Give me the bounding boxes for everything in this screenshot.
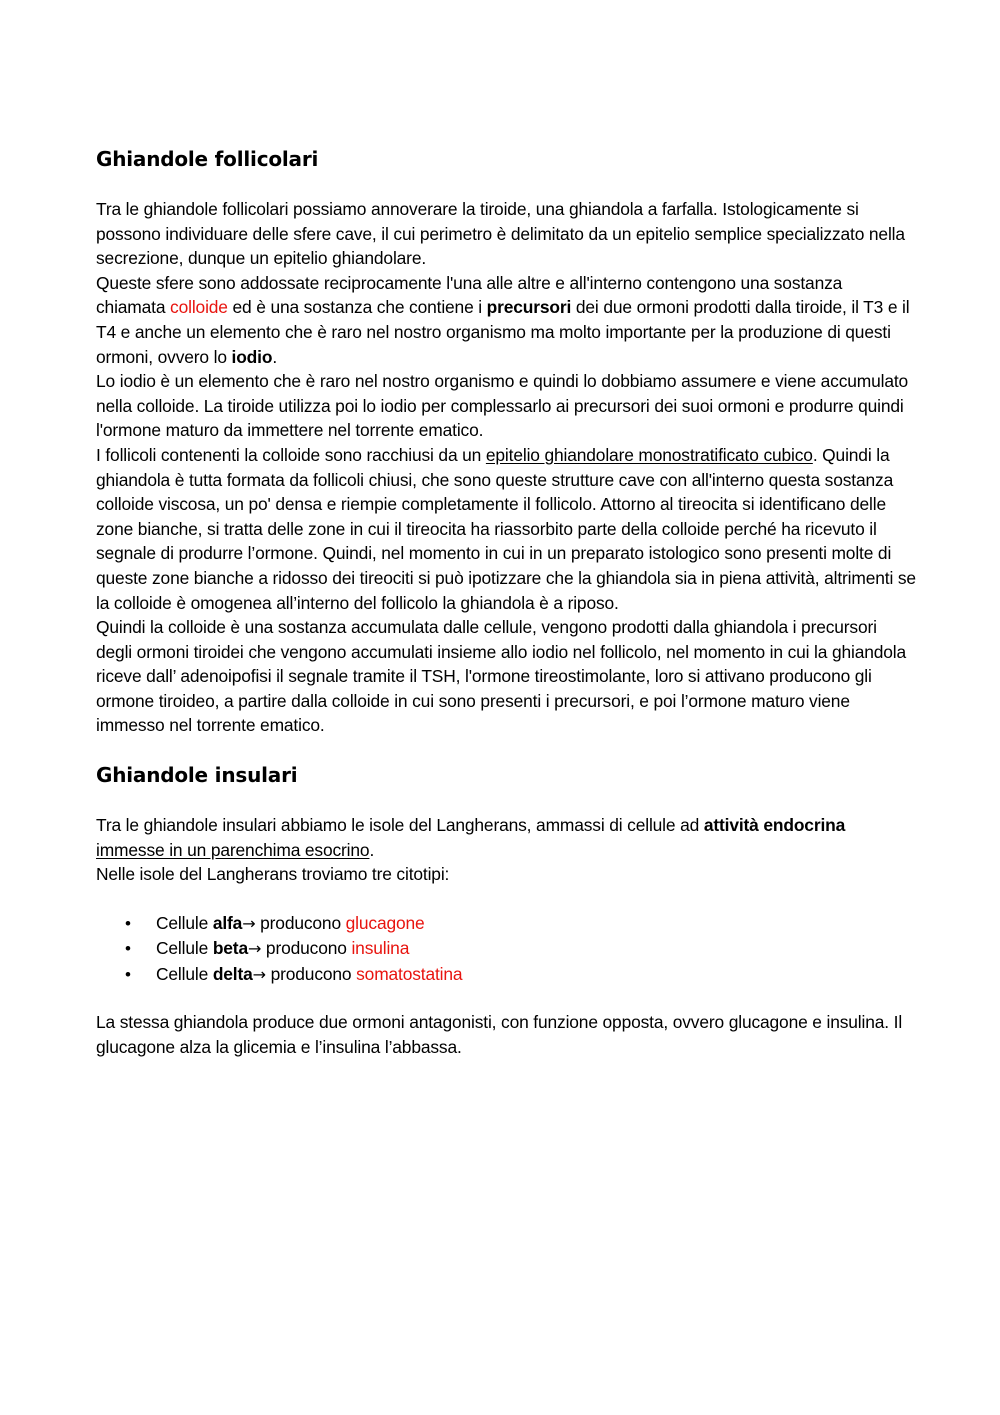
paragraph-citotipi: Nelle isole del Langherans troviamo tre citotipi: [96, 864, 450, 885]
page-content [96, 146, 916, 1060]
bold-precursori: precursori [486, 297, 572, 318]
text-span: . [272, 346, 278, 367]
text-span: producono [255, 912, 346, 933]
paragraph-colloide [96, 271, 916, 369]
cell-types-list [96, 911, 916, 988]
paragraph-intro: Tra le ghiandole follicolari possiamo annoverare la tiroide, una ghiandola a farfalla. Istologicamente si possono individuare delle sfere cave, il cui perimetro è delimitato da un epitelio semplice specializzato nella secrezione, dunque un epitelio ghiandolare. [96, 199, 905, 269]
bold-cell-type: alfa [212, 912, 243, 933]
text-span: ed è una sostanza che contiene i [227, 297, 487, 318]
text-span: producono [261, 938, 352, 959]
text-span: Cellule [156, 963, 213, 984]
section-title-follicolari: Ghiandole follicolari [96, 147, 319, 171]
text-span: dei due ormoni prodotti dalla tiroide, il T3 e il T4 e anche un elemento che è raro nel nostro organismo ma molto importante per la produzione di questi ormoni, ovvero lo [96, 297, 910, 367]
text-span: . [369, 839, 375, 860]
section-title-insulari: Ghiandole insulari [96, 763, 298, 788]
bold-attivita-endocrina: attività endocrina [703, 815, 846, 836]
text-span: Cellule [156, 912, 213, 933]
bullet-icon: • [125, 964, 131, 984]
bullet-icon: • [125, 913, 131, 933]
bold-iodio: iodio [231, 346, 273, 367]
highlight-hormone: glucagone [345, 912, 425, 933]
highlight-hormone: somatostatina [356, 963, 463, 984]
list-item-beta [96, 936, 916, 962]
text-span: Cellule [156, 938, 213, 959]
arrow-right-icon: → [252, 964, 266, 984]
paragraph-iodio: Lo iodio è un elemento che è raro nel nostro organismo e quindi lo dobbiamo assumere e viene accumulato nella colloide. La tiroide utilizza poi lo iodio per complessarlo ai precursori dei suoi ormoni e produrre quindi l'ormone maturo da immettere nel torrente ematico. [96, 371, 909, 441]
arrow-right-icon: → [247, 939, 262, 959]
bold-cell-type: delta [212, 963, 253, 984]
text-span: producono [265, 963, 357, 984]
underlined-parenchima: immesse in un parenchima esocrino [96, 839, 370, 860]
paragraph-langherans [96, 813, 916, 862]
text-span: Queste sfere sono addossate reciprocamente l'una alle altre e all'interno contengono una sostanza chiamata [96, 272, 843, 318]
paragraph-antagonisti: La stessa ghiandola produce due ormoni antagonisti, con funzione opposta, ovvero glucagone e insulina. Il glucagone alza la glicemia e l’insulina l’abbassa. [96, 1012, 903, 1057]
highlight-colloide: colloide [170, 297, 228, 318]
paragraph-follicoli [96, 443, 916, 615]
underlined-epitelio: epitelio ghiandolare monostratificato cubico [485, 444, 813, 465]
arrow-right-icon: → [242, 913, 256, 933]
text-span: Tra le ghiandole insulari abbiamo le isole del Langherans, ammassi di cellule ad [96, 815, 704, 836]
highlight-hormone: insulina [351, 938, 410, 959]
list-item-delta [96, 962, 916, 988]
paragraph-summary: Quindi la colloide è una sostanza accumulata dalle cellule, vengono prodotti dalla ghiandola i precursori degli ormoni tiroidei che vengono accumulati insieme allo iodio nel follicolo, nel momento in cui la ghiandola riceve dall’ adenoipofisi il segnale tramite il TSH, l'ormone tireostimolante, loro si attivano producono gli ormone tiroideo, a partire dalla colloide in cui sono presenti i precursori, e poi l’ormone maturo viene immesso nel torrente ematico. [96, 617, 907, 736]
text-span: . Quindi la ghiandola è tutta formata da follicoli chiusi, che sono queste strutture cave con all'interno questa sostanza colloide viscosa, un po' densa e riempie completamente il follicolo. Attorno al tireocita si identificano delle zone bianche, si tratta delle zone in cui il tireocita ha riassorbito parte della colloide perché ha ricevuto il segnale di produrre l’ormone. Quindi, nel momento in cui in un preparato istologico sono presenti molte di queste zone bianche a ridosso dei tireociti si può ipotizzare che la ghiandola sia in piena attività, altrimenti se la colloide è omogenea all’interno del follicolo la ghiandola è a riposo. [96, 444, 916, 613]
list-item-alfa [96, 911, 916, 937]
text-span: I follicoli contenenti la colloide sono racchiusi da un [96, 444, 486, 465]
bullet-icon: • [125, 939, 131, 959]
bold-cell-type: beta [212, 938, 248, 959]
